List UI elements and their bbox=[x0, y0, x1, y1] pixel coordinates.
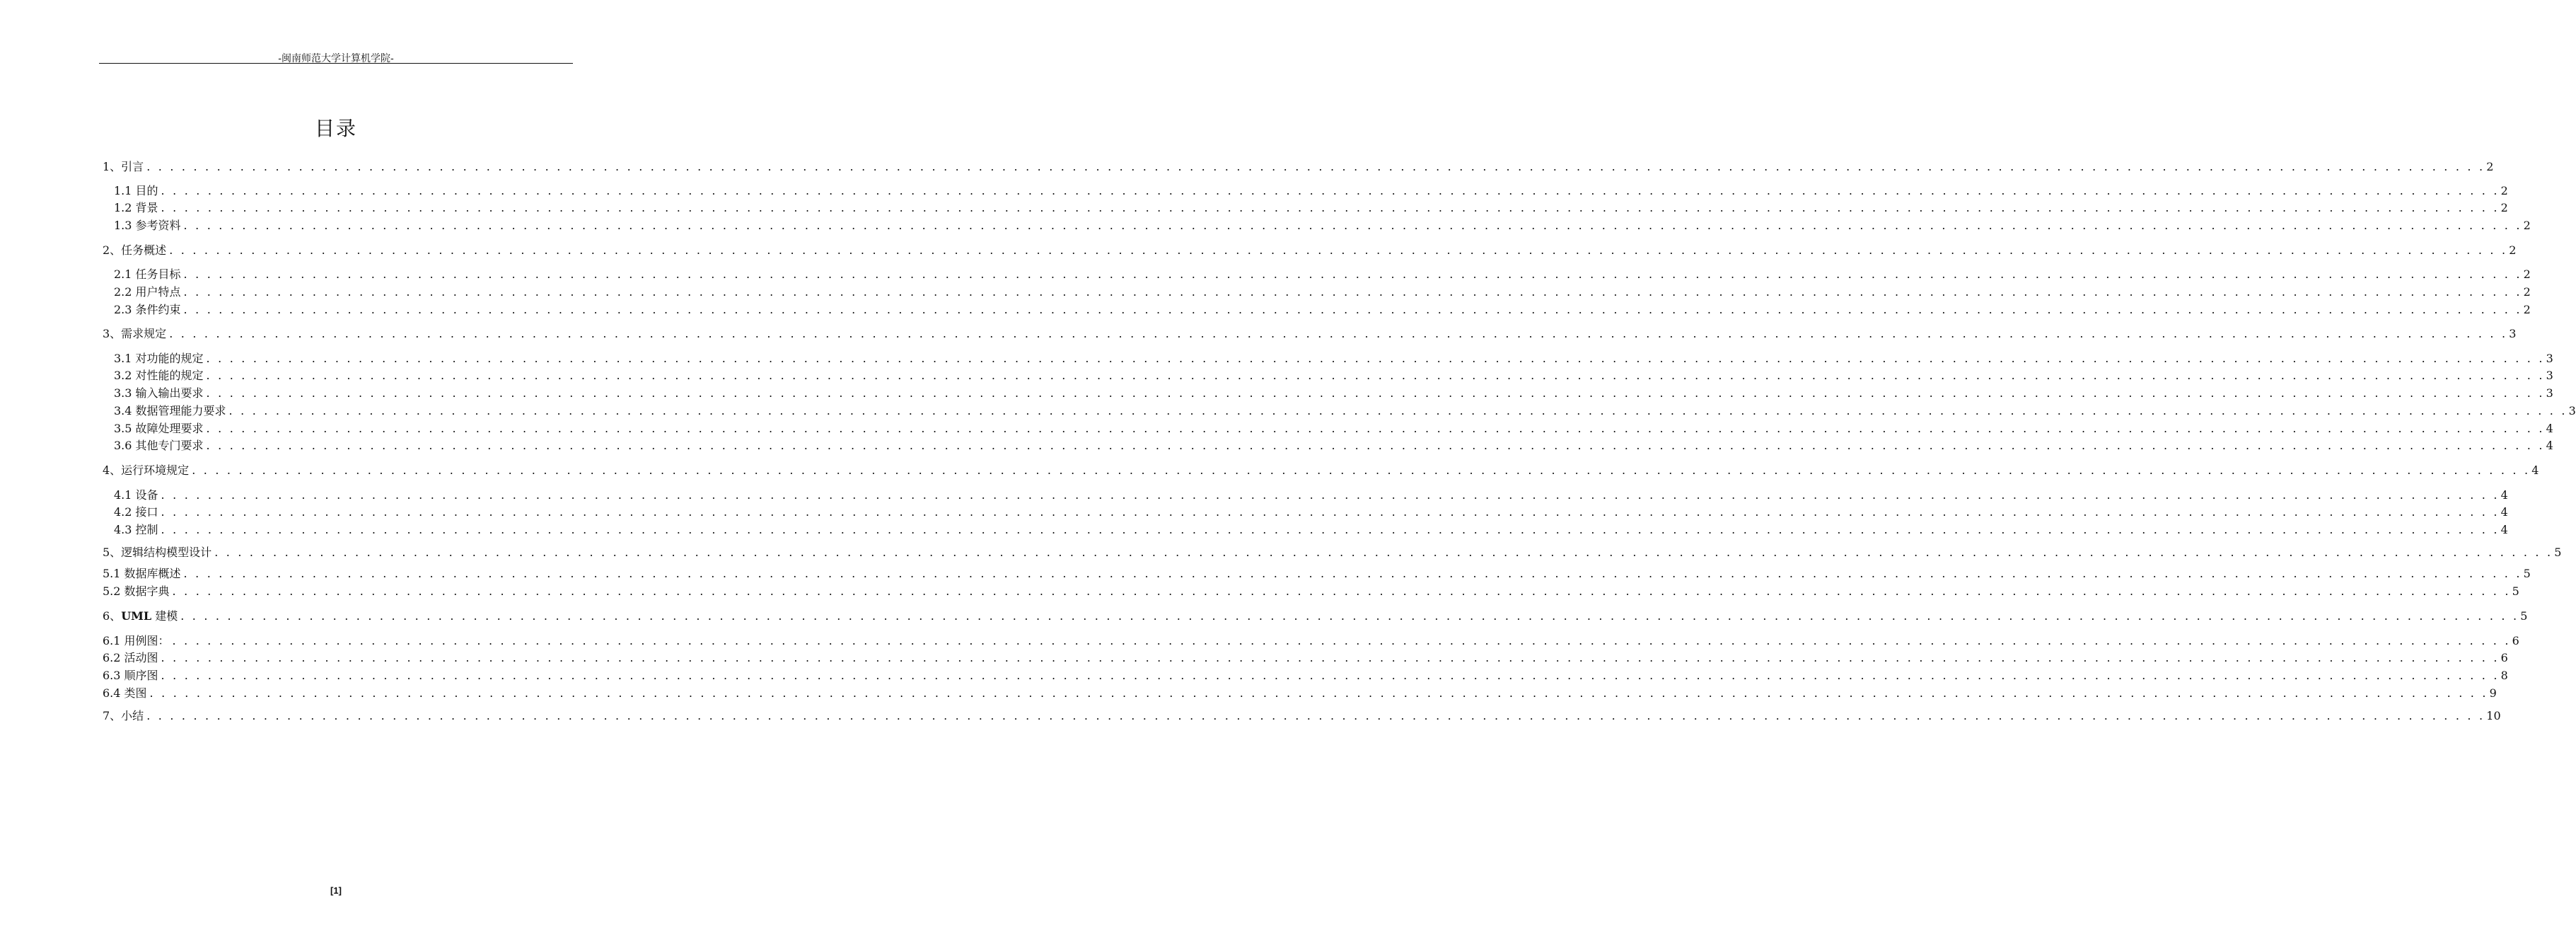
toc-leader-dots: . . . . . . . . . . . . . . . . . . . . . . . . . . . . . . . . . . . . . . . . . . . . . . . . . . . . . . . . . . . . . . . . . . . . . . . . . . . . . . . . . . . . . . . . . . . . . . . . . . . . . . . . . . . . . . . . . . . . . . . . . . . . . . . . . . . . . . . . . . . . . . . . . . . . . . . . . . . . . . . . . . . . . . . . . . . . . . . . . . . . . . . . . . . . . . . . . . . . . . . . bbox=[169, 327, 2508, 340]
toc-entry-label-text: 5.1 数据库概述 bbox=[103, 567, 181, 580]
toc-entry-page: 4 bbox=[2546, 439, 2553, 452]
toc-entry[interactable] bbox=[103, 183, 2508, 199]
toc-leader-dots: . . . . . . . . . . . . . . . . . . . . . . . . . . . . . . . . . . . . . . . . . . . . . . . . . . . . . . . . . . . . . . . . . . . . . . . . . . . . . . . . . . . . . . . . . . . . . . . . . . . . . . . . . . . . . . . . . . . . . . . . . . . . . . . . . . . . . . . . . . . . . . . . . . . . . . . . . . . . . . . . . . . . . . . . . . . . . . . . . . . . . . . . . . . . . . . . . . . . . . . . bbox=[172, 584, 2511, 598]
toc-entry-label-text: 6.4 类图 bbox=[103, 686, 147, 700]
toc-entry[interactable] bbox=[103, 326, 2517, 342]
toc-entry-label-text: 3.3 输入输出要求 bbox=[114, 386, 204, 400]
toc-entry-label bbox=[103, 650, 158, 666]
toc-entry-label-text: 6、 bbox=[103, 609, 122, 623]
toc-leader-dots: . . . . . . . . . . . . . . . . . . . . . . . . . . . . . . . . . . . . . . . . . . . . . . . . . . . . . . . . . . . . . . . . . . . . . . . . . . . . . . . . . . . . . . . . . . . . . . . . . . . . . . . . . . . . . . . . . . . . . . . . . . . . . . . . . . . . . . . . . . . . . . . . . . . . . . . . . . . . . . . . . . . . . . . . . . . . . . . . . . . . . . . . . . . . . . . . . . . . . . . . bbox=[206, 422, 2545, 435]
toc-leader-dots: . . . . . . . . . . . . . . . . . . . . . . . . . . . . . . . . . . . . . . . . . . . . . . . . . . . . . . . . . . . . . . . . . . . . . . . . . . . . . . . . . . . . . . . . . . . . . . . . . . . . . . . . . . . . . . . . . . . . . . . . . . . . . . . . . . . . . . . . . . . . . . . . . . . . . . . . . . . . . . . . . . . . . . . . . . . . . . . . . . . . . . . . . . . . . . . . . . . . . . . . bbox=[228, 404, 2568, 417]
toc-entry-page: 3 bbox=[2546, 352, 2553, 365]
toc-entry-label bbox=[103, 159, 144, 175]
toc-entry[interactable] bbox=[103, 302, 2531, 318]
toc-leader-dots: . . . . . . . . . . . . . . . . . . . . . . . . . . . . . . . . . . . . . . . . . . . . . . . . . . . . . . . . . . . . . . . . . . . . . . . . . . . . . . . . . . . . . . . . . . . . . . . . . . . . . . . . . . . . . . . . . . . . . . . . . . . . . . . . . . . . . . . . . . . . . . . . . . . . . . . . . . . . . . . . . . . . . . . . . . . . . . . . . . . . . . . . . . . . . . . . . . . . . . . . bbox=[161, 505, 2500, 519]
toc-entry-page: 2 bbox=[2500, 184, 2508, 197]
toc-entry[interactable] bbox=[103, 584, 2519, 599]
header-rule bbox=[99, 63, 573, 64]
toc-entry-label-suffix: 建模 bbox=[151, 609, 178, 623]
toc-entry[interactable] bbox=[103, 686, 2497, 701]
toc-entry-label bbox=[103, 302, 181, 318]
toc-entry-label-text: 3.1 对功能的规定 bbox=[114, 352, 204, 365]
toc-entry[interactable] bbox=[103, 488, 2508, 503]
toc-entry[interactable] bbox=[103, 609, 2528, 624]
toc-title: 目录 bbox=[314, 117, 357, 140]
toc-entry-label bbox=[103, 403, 226, 419]
toc-entry-page: 5 bbox=[2523, 567, 2531, 580]
toc-leader-dots: . . . . . . . . . . . . . . . . . . . . . . . . . . . . . . . . . . . . . . . . . . . . . . . . . . . . . . . . . . . . . . . . . . . . . . . . . . . . . . . . . . . . . . . . . . . . . . . . . . . . . . . . . . . . . . . . . . . . . . . . . . . . . . . . . . . . . . . . . . . . . . . . . . . . . . . . . . . . . . . . . . . . . . . . . . . . . . . . . . . . . . . . . . . . . . . . . . . . . . . . bbox=[214, 546, 2553, 559]
toc-leader-dots: . . . . . . . . . . . . . . . . . . . . . . . . . . . . . . . . . . . . . . . . . . . . . . . . . . . . . . . . . . . . . . . . . . . . . . . . . . . . . . . . . . . . . . . . . . . . . . . . . . . . . . . . . . . . . . . . . . . . . . . . . . . . . . . . . . . . . . . . . . . . . . . . . . . . . . . . . . . . . . . . . . . . . . . . . . . . . . . . . . . . . . . . . . . . . . . . . . . . . . . . bbox=[206, 439, 2545, 452]
toc-entry-page: 4 bbox=[2500, 505, 2508, 519]
toc-leader-dots: . . . . . . . . . . . . . . . . . . . . . . . . . . . . . . . . . . . . . . . . . . . . . . . . . . . . . . . . . . . . . . . . . . . . . . . . . . . . . . . . . . . . . . . . . . . . . . . . . . . . . . . . . . . . . . . . . . . . . . . . . . . . . . . . . . . . . . . . . . . . . . . . . . . . . . . . . . . . . . . . . . . . . . . . . . . . . . . . . . . . . . . . . . . . . . . . . . . . . . . . bbox=[146, 709, 2485, 722]
toc-entry-label-text: 3.5 故障处理要求 bbox=[114, 422, 204, 435]
toc-leader-dots: . . . . . . . . . . . . . . . . . . . . . . . . . . . . . . . . . . . . . . . . . . . . . . . . . . . . . . . . . . . . . . . . . . . . . . . . . . . . . . . . . . . . . . . . . . . . . . . . . . . . . . . . . . . . . . . . . . . . . . . . . . . . . . . . . . . . . . . . . . . . . . . . . . . . . . . . . . . . . . . . . . . . . . . . . . . . . . . . . . . . . . . . . . . . . . . . . . . . . . . . bbox=[146, 160, 2485, 173]
toc-entry-label-text: 1、引言 bbox=[103, 160, 144, 173]
toc-entry[interactable] bbox=[103, 284, 2531, 300]
toc-entry-page: 3 bbox=[2509, 327, 2517, 340]
toc-leader-dots: . . . . . . . . . . . . . . . . . . . . . . . . . . . . . . . . . . . . . . . . . . . . . . . . . . . . . . . . . . . . . . . . . . . . . . . . . . . . . . . . . . . . . . . . . . . . . . . . . . . . . . . . . . . . . . . . . . . . . . . . . . . . . . . . . . . . . . . . . . . . . . . . . . . . . . . . . . . . . . . . . . . . . . . . . . . . . . . . . . . . . . . . . . . . . . . . . . . . . . . . bbox=[183, 285, 2522, 299]
toc-entry-page: 4 bbox=[2500, 523, 2508, 536]
toc-entry-page: 10 bbox=[2486, 709, 2501, 722]
toc-entry[interactable] bbox=[103, 386, 2553, 401]
toc-entry[interactable] bbox=[103, 267, 2531, 282]
toc-entry-label bbox=[103, 284, 181, 300]
toc-leader-dots: . . . . . . . . . . . . . . . . . . . . . . . . . . . . . . . . . . . . . . . . . . . . . . . . . . . . . . . . . . . . . . . . . . . . . . . . . . . . . . . . . . . . . . . . . . . . . . . . . . . . . . . . . . . . . . . . . . . . . . . . . . . . . . . . . . . . . . . . . . . . . . . . . . . . . . . . . . . . . . . . . . . . . . . . . . . . . . . . . . . . . . . . . . . . . . . . . . . . . . . . bbox=[206, 386, 2545, 400]
toc-entry-label-text: 3、需求规定 bbox=[103, 327, 167, 340]
toc-entry-page: 2 bbox=[2486, 160, 2494, 173]
toc-entry-label bbox=[103, 488, 158, 503]
toc-entry-label-text: 3.6 其他专门要求 bbox=[114, 439, 204, 452]
toc-entry[interactable] bbox=[103, 505, 2508, 520]
toc-entry-page: 2 bbox=[2523, 219, 2531, 232]
toc-entry-label-text: 4.3 控制 bbox=[114, 523, 158, 536]
toc-entry-page: 6 bbox=[2500, 651, 2508, 664]
toc-entry-label-text: 6.3 顺序图 bbox=[103, 669, 158, 682]
toc-entry[interactable] bbox=[103, 522, 2508, 538]
toc-entry-label bbox=[103, 708, 144, 724]
toc-leader-dots: . . . . . . . . . . . . . . . . . . . . . . . . . . . . . . . . . . . . . . . . . . . . . . . . . . . . . . . . . . . . . . . . . . . . . . . . . . . . . . . . . . . . . . . . . . . . . . . . . . . . . . . . . . . . . . . . . . . . . . . . . . . . . . . . . . . . . . . . . . . . . . . . . . . . . . . . . . . . . . . . . . . . . . . . . . . . . . . . . . . . . . . . . . . . . . . . . . . . . . . . bbox=[183, 567, 2522, 580]
page-header: -闽南师范大学计算机学院- bbox=[278, 53, 394, 64]
toc-entry-label bbox=[103, 243, 166, 258]
toc-entry[interactable] bbox=[103, 650, 2508, 666]
toc-entry[interactable] bbox=[103, 351, 2553, 367]
toc-leader-dots: . . . . . . . . . . . . . . . . . . . . . . . . . . . . . . . . . . . . . . . . . . . . . . . . . . . . . . . . . . . . . . . . . . . . . . . . . . . . . . . . . . . . . . . . . . . . . . . . . . . . . . . . . . . . . . . . . . . . . . . . . . . . . . . . . . . . . . . . . . . . . . . . . . . . . . . . . . . . . . . . . . . . . . . . . . . . . . . . . . . . . . . . . . . . . . . . . . . . . . . . bbox=[161, 184, 2500, 197]
toc-leader-dots: . . . . . . . . . . . . . . . . . . . . . . . . . . . . . . . . . . . . . . . . . . . . . . . . . . . . . . . . . . . . . . . . . . . . . . . . . . . . . . . . . . . . . . . . . . . . . . . . . . . . . . . . . . . . . . . . . . . . . . . . . . . . . . . . . . . . . . . . . . . . . . . . . . . . . . . . . . . . . . . . . . . . . . . . . . . . . . . . . . . . . . . . . . . . . . . . . . . . . . . . bbox=[183, 219, 2522, 232]
toc-entry-label bbox=[103, 200, 158, 216]
toc-entry[interactable] bbox=[103, 368, 2553, 384]
toc-entry-label bbox=[103, 463, 189, 478]
toc-entry-label bbox=[103, 609, 178, 624]
toc-entry-label bbox=[103, 368, 204, 384]
toc-leader-dots: . . . . . . . . . . . . . . . . . . . . . . . . . . . . . . . . . . . . . . . . . . . . . . . . . . . . . . . . . . . . . . . . . . . . . . . . . . . . . . . . . . . . . . . . . . . . . . . . . . . . . . . . . . . . . . . . . . . . . . . . . . . . . . . . . . . . . . . . . . . . . . . . . . . . . . . . . . . . . . . . . . . . . . . . . . . . . . . . . . . . . . . . . . . . . . . . . . . . . . . . bbox=[161, 488, 2500, 502]
toc-entry[interactable] bbox=[103, 243, 2517, 258]
toc-entry-label-text: 4.2 接口 bbox=[114, 505, 158, 519]
toc-entry-label-text: 2.1 任务目标 bbox=[114, 267, 181, 281]
toc-entry[interactable] bbox=[103, 159, 2494, 175]
toc-entry-label bbox=[103, 584, 170, 599]
toc-entry-label-text: 6.1 用例图： bbox=[103, 634, 170, 647]
toc-entry[interactable] bbox=[103, 668, 2508, 684]
toc-entry-label bbox=[103, 218, 181, 234]
toc-entry-page: 9 bbox=[2489, 686, 2497, 700]
toc-entry-page: 5 bbox=[2520, 609, 2528, 623]
toc-entry[interactable] bbox=[103, 566, 2531, 582]
toc-leader-dots: . . . . . . . . . . . . . . . . . . . . . . . . . . . . . . . . . . . . . . . . . . . . . . . . . . . . . . . . . . . . . . . . . . . . . . . . . . . . . . . . . . . . . . . . . . . . . . . . . . . . . . . . . . . . . . . . . . . . . . . . . . . . . . . . . . . . . . . . . . . . . . . . . . . . . . . . . . . . . . . . . . . . . . . . . . . . . . . . . . . . . . . . . . . . . . . . . . . . . . . . bbox=[183, 267, 2522, 281]
toc-entry-page: 3 bbox=[2546, 386, 2553, 400]
toc-entry-label-text: 1.3 参考资料 bbox=[114, 219, 181, 232]
toc-leader-dots: . . . . . . . . . . . . . . . . . . . . . . . . . . . . . . . . . . . . . . . . . . . . . . . . . . . . . . . . . . . . . . . . . . . . . . . . . . . . . . . . . . . . . . . . . . . . . . . . . . . . . . . . . . . . . . . . . . . . . . . . . . . . . . . . . . . . . . . . . . . . . . . . . . . . . . . . . . . . . . . . . . . . . . . . . . . . . . . . . . . . . . . . . . . . . . . . . . . . . . . . bbox=[192, 463, 2531, 477]
toc-entry-label bbox=[103, 438, 204, 454]
toc-entry[interactable] bbox=[103, 438, 2553, 454]
toc-entry-label bbox=[103, 686, 147, 701]
toc-entry-page: 5 bbox=[2512, 584, 2519, 598]
toc-leader-dots: . . . . . . . . . . . . . . . . . . . . . . . . . . . . . . . . . . . . . . . . . . . . . . . . . . . . . . . . . . . . . . . . . . . . . . . . . . . . . . . . . . . . . . . . . . . . . . . . . . . . . . . . . . . . . . . . . . . . . . . . . . . . . . . . . . . . . . . . . . . . . . . . . . . . . . . . . . . . . . . . . . . . . . . . . . . . . . . . . . . . . . . . . . . . . . . . . . . . . . . . bbox=[161, 669, 2500, 682]
toc-leader-dots: . . . . . . . . . . . . . . . . . . . . . . . . . . . . . . . . . . . . . . . . . . . . . . . . . . . . . . . . . . . . . . . . . . . . . . . . . . . . . . . . . . . . . . . . . . . . . . . . . . . . . . . . . . . . . . . . . . . . . . . . . . . . . . . . . . . . . . . . . . . . . . . . . . . . . . . . . . . . . . . . . . . . . . . . . . . . . . . . . . . . . . . . . . . . . . . . . . . . . . . . bbox=[180, 609, 2519, 623]
toc-leader-dots: . . . . . . . . . . . . . . . . . . . . . . . . . . . . . . . . . . . . . . . . . . . . . . . . . . . . . . . . . . . . . . . . . . . . . . . . . . . . . . . . . . . . . . . . . . . . . . . . . . . . . . . . . . . . . . . . . . . . . . . . . . . . . . . . . . . . . . . . . . . . . . . . . . . . . . . . . . . . . . . . . . . . . . . . . . . . . . . . . . . . . . . . . . . . . . . . . . . . . . . . bbox=[161, 523, 2500, 536]
toc-entry-page: 4 bbox=[2546, 422, 2553, 435]
toc-entry-page: 2 bbox=[2523, 285, 2531, 299]
toc-entry-page: 3 bbox=[2568, 404, 2576, 417]
toc-entry[interactable] bbox=[103, 463, 2539, 478]
toc-leader-dots: . . . . . . . . . . . . . . . . . . . . . . . . . . . . . . . . . . . . . . . . . . . . . . . . . . . . . . . . . . . . . . . . . . . . . . . . . . . . . . . . . . . . . . . . . . . . . . . . . . . . . . . . . . . . . . . . . . . . . . . . . . . . . . . . . . . . . . . . . . . . . . . . . . . . . . . . . . . . . . . . . . . . . . . . . . . . . . . . . . . . . . . . . . . . . . . . . . . . . . . . bbox=[161, 651, 2500, 664]
toc-entry-label bbox=[103, 267, 181, 282]
toc-entry-label-text: 2.3 条件约束 bbox=[114, 303, 181, 316]
toc-entry-page: 3 bbox=[2546, 369, 2553, 382]
toc-entry[interactable] bbox=[103, 421, 2553, 437]
toc-entry-label-text: 6.2 活动图 bbox=[103, 651, 158, 664]
toc-entry-page: 8 bbox=[2500, 669, 2508, 682]
toc-leader-dots: . . . . . . . . . . . . . . . . . . . . . . . . . . . . . . . . . . . . . . . . . . . . . . . . . . . . . . . . . . . . . . . . . . . . . . . . . . . . . . . . . . . . . . . . . . . . . . . . . . . . . . . . . . . . . . . . . . . . . . . . . . . . . . . . . . . . . . . . . . . . . . . . . . . . . . . . . . . . . . . . . . . . . . . . . . . . . . . . . . . . . . . . . . . . . . . . . . . . . . . . bbox=[161, 201, 2500, 214]
toc-leader-dots: . . . . . . . . . . . . . . . . . . . . . . . . . . . . . . . . . . . . . . . . . . . . . . . . . . . . . . . . . . . . . . . . . . . . . . . . . . . . . . . . . . . . . . . . . . . . . . . . . . . . . . . . . . . . . . . . . . . . . . . . . . . . . . . . . . . . . . . . . . . . . . . . . . . . . . . . . . . . . . . . . . . . . . . . . . . . . . . . . . . . . . . . . . . . . . . . . . . . . . . . bbox=[183, 303, 2522, 316]
toc-entry-label bbox=[103, 545, 211, 560]
toc-entry-label-text: 5、逻辑结构模型设计 bbox=[103, 546, 212, 559]
toc-leader-dots: . . . . . . . . . . . . . . . . . . . . . . . . . . . . . . . . . . . . . . . . . . . . . . . . . . . . . . . . . . . . . . . . . . . . . . . . . . . . . . . . . . . . . . . . . . . . . . . . . . . . . . . . . . . . . . . . . . . . . . . . . . . . . . . . . . . . . . . . . . . . . . . . . . . . . . . . . . . . . . . . . . . . . . . . . . . . . . . . . . . . . . . . . . . . . . . . . . . . . . . . bbox=[169, 243, 2508, 257]
toc-leader-dots: . . . . . . . . . . . . . . . . . . . . . . . . . . . . . . . . . . . . . . . . . . . . . . . . . . . . . . . . . . . . . . . . . . . . . . . . . . . . . . . . . . . . . . . . . . . . . . . . . . . . . . . . . . . . . . . . . . . . . . . . . . . . . . . . . . . . . . . . . . . . . . . . . . . . . . . . . . . . . . . . . . . . . . . . . . . . . . . . . . . . . . . . . . . . . . . . . . . . . . . . bbox=[206, 369, 2545, 382]
toc-entry-label-bold: UML bbox=[121, 609, 152, 623]
toc-leader-dots: . . . . . . . . . . . . . . . . . . . . . . . . . . . . . . . . . . . . . . . . . . . . . . . . . . . . . . . . . . . . . . . . . . . . . . . . . . . . . . . . . . . . . . . . . . . . . . . . . . . . . . . . . . . . . . . . . . . . . . . . . . . . . . . . . . . . . . . . . . . . . . . . . . . . . . . . . . . . . . . . . . . . . . . . . . . . . . . . . . . . . . . . . . . . . . . . . . . . . . . . bbox=[206, 352, 2545, 365]
toc-entry-page: 4 bbox=[2500, 488, 2508, 502]
toc-entry[interactable] bbox=[103, 200, 2508, 216]
toc-entry[interactable] bbox=[103, 545, 2562, 560]
toc-entry-label bbox=[103, 351, 204, 367]
toc-entry-label bbox=[103, 326, 166, 342]
toc-entry-page: 2 bbox=[2509, 243, 2517, 257]
toc-entry-label-text: 7、小结 bbox=[103, 709, 144, 722]
toc-entry[interactable] bbox=[103, 708, 2501, 724]
toc-entry-label-text: 4、运行环境规定 bbox=[103, 463, 190, 477]
toc-entry-label-text: 3.2 对性能的规定 bbox=[114, 369, 204, 382]
toc-entry-page: 4 bbox=[2531, 463, 2539, 477]
toc-entry-label bbox=[103, 633, 170, 649]
toc-entry-label-text: 2、任务概述 bbox=[103, 243, 167, 257]
toc-entry-page: 2 bbox=[2523, 267, 2531, 281]
toc-entry-label-text: 1.1 目的 bbox=[114, 184, 158, 197]
toc-entry-label bbox=[103, 522, 158, 538]
toc-entry-label bbox=[103, 668, 158, 684]
toc-entry[interactable] bbox=[103, 218, 2531, 234]
toc-entry-label bbox=[103, 421, 204, 437]
toc-entry-label-text: 5.2 数据字典 bbox=[103, 584, 170, 598]
toc-entry[interactable] bbox=[103, 633, 2519, 649]
toc-leader-dots: . . . . . . . . . . . . . . . . . . . . . . . . . . . . . . . . . . . . . . . . . . . . . . . . . . . . . . . . . . . . . . . . . . . . . . . . . . . . . . . . . . . . . . . . . . . . . . . . . . . . . . . . . . . . . . . . . . . . . . . . . . . . . . . . . . . . . . . . . . . . . . . . . . . . . . . . . . . . . . . . . . . . . . . . . . . . . . . . . . . . . . . . . . . . . . . . . . . . . . . . bbox=[172, 634, 2511, 647]
toc-entry-label-text: 2.2 用户特点 bbox=[114, 285, 181, 299]
toc-entry-label bbox=[103, 505, 158, 520]
toc-entry-label-text: 4.1 设备 bbox=[114, 488, 158, 502]
page-number: [1] bbox=[330, 885, 342, 896]
toc-entry[interactable] bbox=[103, 403, 2576, 419]
toc-entry-page: 6 bbox=[2512, 634, 2519, 647]
toc-entry-page: 2 bbox=[2500, 201, 2508, 214]
toc-entry-page: 5 bbox=[2554, 546, 2562, 559]
toc-entry-label-text: 1.2 背景 bbox=[114, 201, 158, 214]
toc-entry-label bbox=[103, 566, 181, 582]
toc-entry-label bbox=[103, 386, 204, 401]
toc-entry-label bbox=[103, 183, 158, 199]
toc-entry-page: 2 bbox=[2523, 303, 2531, 316]
toc-entry-label-text: 3.4 数据管理能力要求 bbox=[114, 404, 226, 417]
toc-leader-dots: . . . . . . . . . . . . . . . . . . . . . . . . . . . . . . . . . . . . . . . . . . . . . . . . . . . . . . . . . . . . . . . . . . . . . . . . . . . . . . . . . . . . . . . . . . . . . . . . . . . . . . . . . . . . . . . . . . . . . . . . . . . . . . . . . . . . . . . . . . . . . . . . . . . . . . . . . . . . . . . . . . . . . . . . . . . . . . . . . . . . . . . . . . . . . . . . . . . . . . . . bbox=[149, 686, 2488, 700]
